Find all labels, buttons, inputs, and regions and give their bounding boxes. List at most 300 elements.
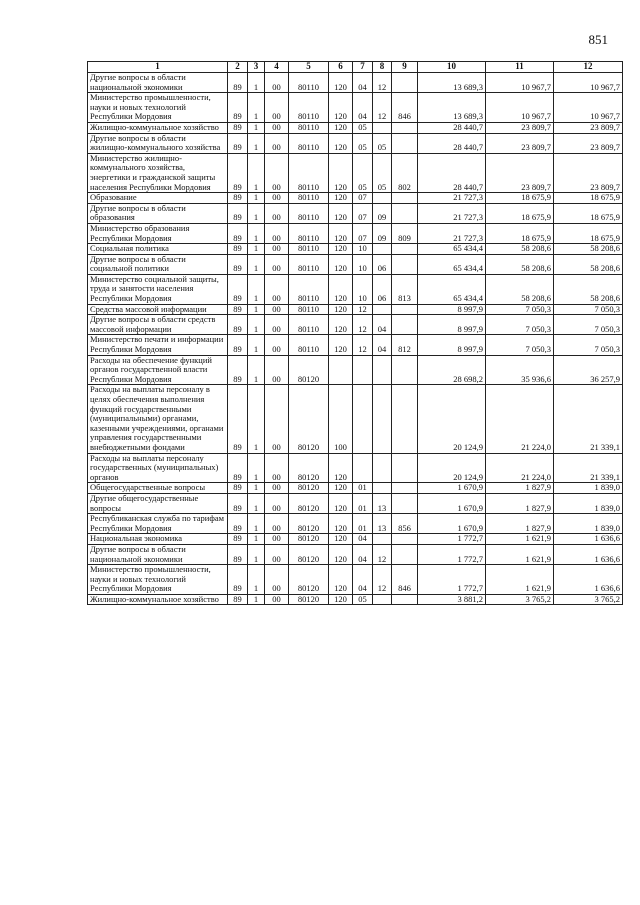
cell-c8: 13 [373,514,392,534]
cell-c9 [392,594,418,605]
cell-c6: 120 [329,315,353,335]
cell-v12: 21 339,1 [554,385,623,453]
cell-c7: 04 [353,544,373,564]
cell-c3: 1 [248,534,265,545]
cell-c5: 80110 [289,122,329,133]
cell-v12: 3 765,2 [554,594,623,605]
cell-c9: 812 [392,335,418,355]
cell-c8: 09 [373,203,392,223]
cell-name: Средства массовой информации [88,304,228,315]
cell-c6: 120 [329,534,353,545]
cell-c8: 04 [373,335,392,355]
cell-c8 [373,594,392,605]
cell-v12: 18 675,9 [554,223,623,243]
table-row [88,153,623,192]
cell-v11: 23 809,7 [486,122,554,133]
page-number: 851 [588,32,608,47]
cell-v10: 65 434,4 [418,254,486,274]
cell-v11: 58 208,6 [486,254,554,274]
cell-c7: 07 [353,223,373,243]
cell-c4: 00 [265,453,289,483]
cell-c7: 04 [353,73,373,93]
cell-c4: 00 [265,122,289,133]
cell-v11: 1 827,9 [486,514,554,534]
cell-v12: 18 675,9 [554,203,623,223]
cell-c3: 1 [248,483,265,494]
table-row [88,514,623,534]
cell-c8 [373,304,392,315]
cell-c7: 05 [353,133,373,153]
table-row [88,453,623,483]
cell-v11: 1 621,9 [486,544,554,564]
cell-v12: 21 339,1 [554,453,623,483]
cell-c4: 00 [265,514,289,534]
cell-v12: 36 257,9 [554,355,623,385]
cell-c2: 89 [228,534,248,545]
cell-v11: 7 050,3 [486,315,554,335]
cell-c5: 80110 [289,223,329,243]
table-row [88,493,623,513]
cell-c2: 89 [228,133,248,153]
cell-c7 [353,385,373,453]
cell-c3: 1 [248,493,265,513]
cell-c2: 89 [228,274,248,304]
cell-name: Другие общегосударственные вопросы [88,493,228,513]
cell-c3: 1 [248,274,265,304]
column-header: 2 [228,62,248,73]
cell-c6: 120 [329,335,353,355]
cell-c6: 120 [329,254,353,274]
cell-c6: 120 [329,453,353,483]
cell-v10: 28 440,7 [418,133,486,153]
cell-v12: 10 967,7 [554,93,623,123]
cell-c8 [373,453,392,483]
cell-c3: 1 [248,594,265,605]
cell-v11: 1 621,9 [486,565,554,595]
cell-c3: 1 [248,453,265,483]
cell-c7 [353,453,373,483]
cell-c4: 00 [265,254,289,274]
cell-c4: 00 [265,534,289,545]
cell-c5: 80110 [289,315,329,335]
cell-name: Другие вопросы в области национальной экономики [88,73,228,93]
cell-c6: 120 [329,594,353,605]
cell-c2: 89 [228,355,248,385]
cell-c9 [392,315,418,335]
cell-c5: 80120 [289,565,329,595]
cell-c9 [392,304,418,315]
cell-c4: 00 [265,304,289,315]
cell-v12: 7 050,3 [554,335,623,355]
cell-v10: 20 124,9 [418,385,486,453]
table-body [88,73,623,605]
cell-c6: 120 [329,514,353,534]
cell-c6: 120 [329,203,353,223]
cell-c9 [392,73,418,93]
cell-c5: 80120 [289,534,329,545]
cell-c8 [373,193,392,204]
cell-c8 [373,534,392,545]
cell-c5: 80110 [289,93,329,123]
cell-c2: 89 [228,193,248,204]
cell-c6: 120 [329,122,353,133]
cell-c2: 89 [228,453,248,483]
table-row [88,73,623,93]
cell-c9: 802 [392,153,418,192]
column-header: 5 [289,62,329,73]
cell-c3: 1 [248,254,265,274]
cell-c6 [329,355,353,385]
cell-c4: 00 [265,385,289,453]
cell-c5: 80120 [289,544,329,564]
column-header: 6 [329,62,353,73]
cell-c4: 00 [265,493,289,513]
cell-v10: 1 772,7 [418,565,486,595]
cell-c2: 89 [228,594,248,605]
cell-c3: 1 [248,93,265,123]
cell-name: Жилищно-коммунальное хозяйство [88,122,228,133]
cell-v11: 23 809,7 [486,133,554,153]
cell-c2: 89 [228,203,248,223]
cell-v11: 35 936,6 [486,355,554,385]
cell-name: Министерство образования Республики Мордовия [88,223,228,243]
cell-v12: 23 809,7 [554,133,623,153]
cell-c9 [392,544,418,564]
cell-v11: 23 809,7 [486,153,554,192]
cell-v12: 58 208,6 [554,244,623,255]
cell-name: Министерство социальной защиты, труда и занятости населения Республики Мордовия [88,274,228,304]
cell-c7: 05 [353,594,373,605]
cell-c3: 1 [248,315,265,335]
column-header: 11 [486,62,554,73]
cell-v10: 65 434,4 [418,274,486,304]
table-row [88,223,623,243]
cell-c7: 04 [353,93,373,123]
cell-c5: 80110 [289,304,329,315]
cell-c7 [353,355,373,385]
cell-c2: 89 [228,335,248,355]
cell-c3: 1 [248,223,265,243]
cell-c3: 1 [248,544,265,564]
cell-v12: 58 208,6 [554,274,623,304]
cell-v10: 21 727,3 [418,203,486,223]
cell-name: Другие вопросы в области жилищно-коммунального хозяйства [88,133,228,153]
cell-c4: 00 [265,565,289,595]
cell-c8: 06 [373,274,392,304]
cell-name: Расходы на выплаты персоналу в целях обеспечения выполнения функций государственными (муниципальными) органами, казенными учреждениями, органами управления государственными внебюджетными фондами [88,385,228,453]
cell-c2: 89 [228,544,248,564]
cell-c9 [392,385,418,453]
table-row [88,274,623,304]
cell-c2: 89 [228,385,248,453]
cell-c4: 00 [265,544,289,564]
table-row [88,355,623,385]
cell-c4: 00 [265,73,289,93]
cell-v10: 8 997,9 [418,335,486,355]
cell-c7: 01 [353,483,373,494]
cell-c4: 00 [265,193,289,204]
cell-c8: 04 [373,315,392,335]
cell-c4: 00 [265,133,289,153]
cell-c6: 100 [329,385,353,453]
cell-c2: 89 [228,493,248,513]
cell-v12: 58 208,6 [554,254,623,274]
cell-c8: 12 [373,565,392,595]
cell-c3: 1 [248,244,265,255]
cell-c7: 12 [353,304,373,315]
cell-c8: 05 [373,153,392,192]
cell-c4: 00 [265,223,289,243]
cell-v11: 18 675,9 [486,193,554,204]
cell-c8: 12 [373,544,392,564]
cell-c2: 89 [228,315,248,335]
cell-c6: 120 [329,483,353,494]
table-row [88,93,623,123]
cell-c8 [373,244,392,255]
cell-c5: 80110 [289,133,329,153]
cell-c3: 1 [248,133,265,153]
cell-v12: 1 839,0 [554,493,623,513]
cell-name: Министерство печати и информации Республики Мордовия [88,335,228,355]
table-row [88,304,623,315]
cell-c8: 13 [373,493,392,513]
cell-v10: 28 698,2 [418,355,486,385]
cell-c3: 1 [248,565,265,595]
cell-c2: 89 [228,153,248,192]
cell-c6: 120 [329,274,353,304]
cell-v10: 1 772,7 [418,534,486,545]
cell-v11: 1 621,9 [486,534,554,545]
cell-c3: 1 [248,122,265,133]
cell-c8: 09 [373,223,392,243]
cell-c3: 1 [248,73,265,93]
cell-c8 [373,355,392,385]
cell-c2: 89 [228,565,248,595]
cell-v10: 21 727,3 [418,223,486,243]
cell-name: Республиканская служба по тарифам Республики Мордовия [88,514,228,534]
cell-v11: 7 050,3 [486,304,554,315]
cell-v11: 18 675,9 [486,203,554,223]
cell-c8: 12 [373,93,392,123]
cell-c4: 00 [265,153,289,192]
cell-c5: 80120 [289,594,329,605]
table-row [88,594,623,605]
cell-v12: 1 839,0 [554,514,623,534]
table-row [88,483,623,494]
cell-c5: 80110 [289,73,329,93]
cell-c9 [392,203,418,223]
cell-c6: 120 [329,544,353,564]
cell-v11: 1 827,9 [486,483,554,494]
cell-v12: 7 050,3 [554,304,623,315]
cell-c3: 1 [248,385,265,453]
cell-c3: 1 [248,203,265,223]
cell-c2: 89 [228,514,248,534]
cell-c7: 10 [353,254,373,274]
table-row [88,315,623,335]
cell-name: Другие вопросы в области социальной политики [88,254,228,274]
cell-c4: 00 [265,335,289,355]
column-header: 9 [392,62,418,73]
cell-c9 [392,122,418,133]
cell-v10: 1 772,7 [418,544,486,564]
cell-c5: 80110 [289,335,329,355]
cell-v12: 18 675,9 [554,193,623,204]
cell-v12: 1 636,6 [554,534,623,545]
cell-name: Другие вопросы в области образования [88,203,228,223]
cell-c9: 809 [392,223,418,243]
cell-name: Национальная экономика [88,534,228,545]
cell-v11: 21 224,0 [486,453,554,483]
cell-v12: 1 636,6 [554,565,623,595]
cell-c9 [392,244,418,255]
column-header: 4 [265,62,289,73]
cell-c9: 856 [392,514,418,534]
table-row [88,133,623,153]
cell-c2: 89 [228,304,248,315]
cell-v12: 23 809,7 [554,153,623,192]
cell-v11: 58 208,6 [486,274,554,304]
cell-c2: 89 [228,122,248,133]
table-row [88,534,623,545]
cell-c3: 1 [248,193,265,204]
cell-c2: 89 [228,73,248,93]
cell-c7: 04 [353,565,373,595]
cell-c7: 01 [353,514,373,534]
cell-name: Жилищно-коммунальное хозяйство [88,594,228,605]
cell-c7: 12 [353,315,373,335]
cell-v12: 1 839,0 [554,483,623,494]
cell-c9 [392,483,418,494]
table-row [88,385,623,453]
cell-c9 [392,193,418,204]
column-header: 3 [248,62,265,73]
column-header: 10 [418,62,486,73]
cell-v11: 10 967,7 [486,73,554,93]
cell-c3: 1 [248,335,265,355]
cell-c8 [373,385,392,453]
column-header: 1 [88,62,228,73]
cell-v10: 8 997,9 [418,315,486,335]
cell-c8: 05 [373,133,392,153]
cell-c6: 120 [329,193,353,204]
cell-c5: 80110 [289,153,329,192]
cell-c5: 80110 [289,274,329,304]
cell-c5: 80120 [289,514,329,534]
cell-c4: 00 [265,594,289,605]
cell-v12: 1 636,6 [554,544,623,564]
budget-table [87,61,623,605]
cell-c4: 00 [265,355,289,385]
cell-c7: 10 [353,274,373,304]
cell-name: Расходы на выплаты персоналу государственных (муниципальных) органов [88,453,228,483]
cell-c7: 10 [353,244,373,255]
cell-c9 [392,254,418,274]
cell-c6: 120 [329,304,353,315]
cell-c9 [392,534,418,545]
cell-name: Расходы на обеспечение функций органов государственной власти Республики Мордовия [88,355,228,385]
cell-c2: 89 [228,254,248,274]
cell-v10: 1 670,9 [418,493,486,513]
cell-c7: 05 [353,153,373,192]
cell-name: Общегосударственные вопросы [88,483,228,494]
cell-v12: 7 050,3 [554,315,623,335]
cell-c4: 00 [265,274,289,304]
cell-c4: 00 [265,244,289,255]
cell-v11: 18 675,9 [486,223,554,243]
cell-c7: 01 [353,493,373,513]
cell-c7: 07 [353,203,373,223]
table-row [88,203,623,223]
cell-c7: 05 [353,122,373,133]
cell-c9: 846 [392,565,418,595]
cell-c5: 80120 [289,385,329,453]
cell-v10: 28 440,7 [418,153,486,192]
cell-c9 [392,133,418,153]
cell-name: Министерство промышленности, науки и новых технологий Республики Мордовия [88,565,228,595]
table-row [88,244,623,255]
cell-c2: 89 [228,223,248,243]
cell-c3: 1 [248,514,265,534]
cell-c8 [373,483,392,494]
cell-c2: 89 [228,93,248,123]
cell-v10: 28 440,7 [418,122,486,133]
cell-c8: 06 [373,254,392,274]
table-row [88,254,623,274]
cell-c4: 00 [265,203,289,223]
cell-v10: 13 689,3 [418,73,486,93]
cell-name: Министерство промышленности, науки и новых технологий Республики Мордовия [88,93,228,123]
cell-c3: 1 [248,304,265,315]
cell-c5: 80120 [289,493,329,513]
cell-v11: 7 050,3 [486,335,554,355]
cell-c3: 1 [248,153,265,192]
cell-c4: 00 [265,93,289,123]
cell-v11: 1 827,9 [486,493,554,513]
cell-v11: 21 224,0 [486,385,554,453]
cell-c6: 120 [329,133,353,153]
cell-c2: 89 [228,483,248,494]
cell-c9: 846 [392,93,418,123]
column-header: 8 [373,62,392,73]
cell-c6: 120 [329,493,353,513]
cell-c3: 1 [248,355,265,385]
table-header-row [88,62,623,73]
cell-c6: 120 [329,93,353,123]
cell-c5: 80120 [289,453,329,483]
cell-v10: 13 689,3 [418,93,486,123]
cell-name: Министерство жилищно-коммунального хозяйства, энергетики и гражданской защиты населения Республики Мордовия [88,153,228,192]
cell-v12: 23 809,7 [554,122,623,133]
table-row [88,565,623,595]
cell-c9 [392,453,418,483]
cell-v11: 10 967,7 [486,93,554,123]
cell-c5: 80120 [289,483,329,494]
cell-c4: 00 [265,315,289,335]
cell-c5: 80110 [289,244,329,255]
cell-c6: 120 [329,565,353,595]
cell-c9 [392,493,418,513]
cell-c6: 120 [329,153,353,192]
cell-v11: 58 208,6 [486,244,554,255]
cell-v10: 8 997,9 [418,304,486,315]
cell-c5: 80110 [289,254,329,274]
cell-c6: 120 [329,244,353,255]
cell-name: Образование [88,193,228,204]
cell-c5: 80110 [289,193,329,204]
cell-c6: 120 [329,73,353,93]
cell-name: Социальная политика [88,244,228,255]
